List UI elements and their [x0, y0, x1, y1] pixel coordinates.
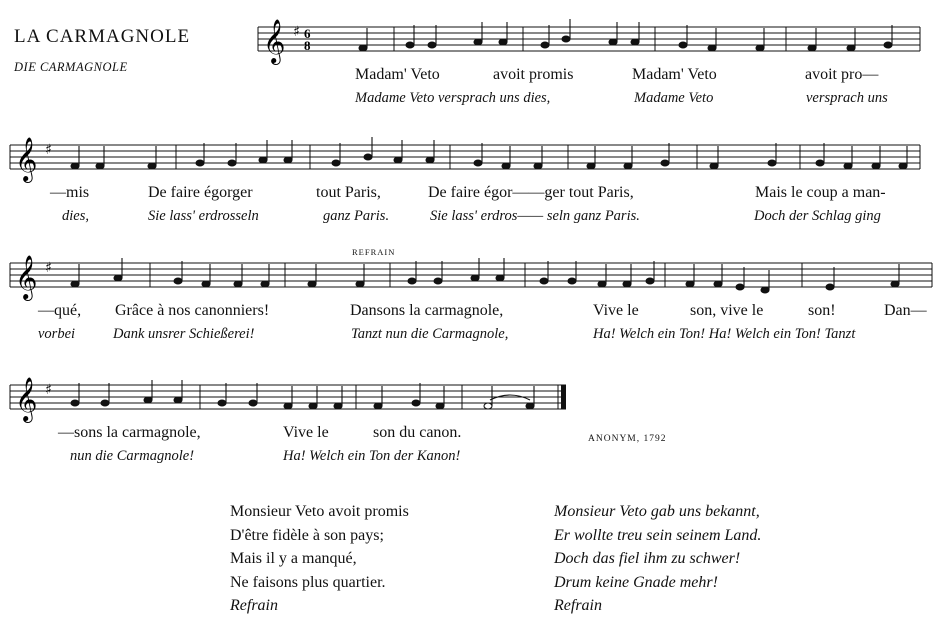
verse-refrain-label: Refrain — [554, 597, 602, 614]
sharp-icon: ♯ — [293, 24, 300, 40]
verse-line: Doch das fiel ihm zu schwer! — [554, 550, 741, 567]
verse-line: Mais il y a manqué, — [230, 550, 357, 567]
lyric-de: Madame Veto — [634, 90, 714, 106]
lyric-fr: —sons la carmagnole, — [58, 424, 201, 441]
lyric-de: Dank unsrer Schießerei! — [113, 326, 255, 342]
verse-line: Drum keine Gnade mehr! — [554, 573, 718, 591]
lyric-fr: avoit promis — [493, 66, 574, 83]
verse-line: Monsieur Veto gab uns bekannt, — [554, 503, 760, 520]
lyric-fr: son, vive le — [690, 302, 764, 319]
lyric-de: Ha! Welch ein Ton der Kanon! — [283, 448, 461, 464]
song-subtitle: DIE CARMAGNOLE — [14, 60, 128, 74]
sharp-icon: ♯ — [45, 382, 52, 398]
music-staff-2 — [0, 128, 940, 188]
verse-line: Ne faisons plus quartier. — [230, 573, 386, 591]
treble-clef-icon: 𝄞 — [15, 255, 38, 299]
sharp-icon: ♯ — [45, 260, 52, 276]
music-staff-3 — [0, 246, 940, 306]
lyric-de: Doch der Schlag ging — [754, 208, 881, 224]
treble-clef-icon: 𝄞 — [15, 137, 38, 181]
verse-french — [230, 500, 409, 618]
lyric-fr: Vive le — [283, 424, 329, 441]
verse-line: Er wollte treu sein seinem Land. — [554, 526, 762, 544]
composer-credit: ANONYM, 1792 — [588, 434, 667, 444]
sharp-icon: ♯ — [45, 142, 52, 158]
lyric-fr: —mis — [50, 184, 90, 201]
verse-german — [554, 500, 761, 618]
lyric-fr: Mais le coup a man- — [755, 184, 886, 201]
lyric-fr: De faire égor——ger tout Paris, — [428, 184, 634, 201]
music-staff-1 — [0, 10, 940, 70]
lyric-fr: avoit pro— — [805, 66, 879, 83]
lyric-fr: —qué, — [38, 302, 82, 319]
verse-line: Monsieur Veto avoit promis — [230, 503, 409, 520]
lyric-fr: Grâce à nos canonniers! — [115, 302, 270, 319]
treble-clef-icon: 𝄞 — [263, 19, 286, 63]
verse-line: D'être fidèle à son pays; — [230, 526, 384, 544]
lyric-de: Madame Veto versprach uns dies, — [355, 90, 551, 106]
song-title: LA CARMAGNOLE — [14, 26, 191, 47]
lyric-fr: Dan— — [884, 302, 927, 319]
lyric-de: Tanzt nun die Carmagnole, — [351, 326, 509, 342]
lyric-fr: Vive le — [593, 302, 639, 319]
lyric-de: vorbei — [38, 326, 76, 342]
verse-refrain-label: Refrain — [230, 597, 278, 614]
lyric-fr: Madam' Veto — [355, 66, 440, 83]
lyric-fr: De faire égorger — [148, 184, 253, 201]
lyric-de: Sie lass' erdrosseln — [148, 208, 259, 224]
lyric-de: dies, — [62, 208, 89, 224]
lyric-de: nun die Carmagnole! — [70, 448, 195, 464]
time-signature-bottom: 8 — [304, 38, 311, 53]
treble-clef-icon: 𝄞 — [15, 377, 38, 421]
lyric-de: ganz Paris. — [323, 208, 390, 224]
time-signature-top: 6 — [304, 26, 311, 41]
lyric-de: Ha! Welch ein Ton! Ha! Welch ein Ton! Tanzt — [593, 326, 856, 342]
lyric-fr: son! — [808, 302, 836, 319]
lyric-fr: tout Paris, — [316, 184, 381, 201]
lyric-fr: son du canon. — [373, 424, 462, 441]
lyric-de: versprach uns — [806, 90, 888, 106]
refrain-marker: REFRAIN — [352, 247, 396, 257]
lyric-fr: Madam' Veto — [632, 66, 717, 83]
music-staff-4 — [0, 368, 940, 428]
lyric-de: Sie lass' erdros—— seln ganz Paris. — [430, 208, 640, 224]
lyric-fr: Dansons la carmagnole, — [350, 302, 504, 319]
